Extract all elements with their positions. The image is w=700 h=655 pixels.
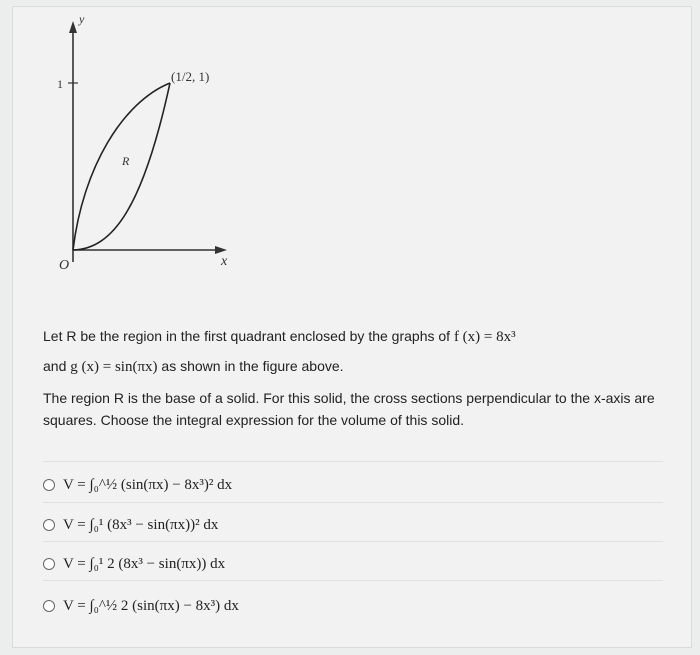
x-axis-arrow <box>215 246 227 254</box>
option-1[interactable] <box>43 473 232 497</box>
option-1-label: V = ∫₀^½ (sin(πx) − 8x³)² dx <box>63 476 233 493</box>
divider <box>43 502 663 503</box>
option-4-label: V = ∫₀^½ 2 (sin(πx) − 8x³) dx <box>63 597 239 614</box>
x-axis-label: x <box>221 254 228 269</box>
radio-icon[interactable] <box>43 479 55 491</box>
line2-and: and <box>43 358 67 374</box>
option-3[interactable] <box>43 552 225 576</box>
point-label <box>171 69 209 84</box>
y-axis-label: y <box>79 12 85 26</box>
option-2-label: V = ∫₀¹ (8x³ − sin(πx))² dx <box>63 516 219 533</box>
divider <box>43 580 663 581</box>
divider <box>43 541 663 542</box>
line1-text: Let R be the region in the first quadrant enclosed by the graphs of <box>43 328 451 344</box>
radio-icon[interactable] <box>43 519 55 531</box>
point-label-text: (1/2, 1) <box>171 69 210 84</box>
radio-icon[interactable] <box>43 558 55 570</box>
y-axis-arrow <box>69 21 77 33</box>
origin-label: O <box>59 258 70 273</box>
radio-icon[interactable] <box>43 600 55 612</box>
question-line-2 <box>43 355 344 378</box>
option-4[interactable] <box>43 594 239 618</box>
question-line-3: The region R is the base of a solid. For this solid, the cross sections perpendicular to the x-axis are squares. Choose the integral expression for the volume of this solid. <box>43 390 655 428</box>
region-graph <box>53 7 283 287</box>
option-2[interactable] <box>43 513 218 537</box>
y-tick-label: 1 <box>57 77 63 91</box>
region-label: R <box>122 154 130 168</box>
divider <box>43 461 663 462</box>
g-expression: g (x) = sin(πx) <box>70 359 158 375</box>
line2-rest: as shown in the figure above. <box>161 358 344 374</box>
question-card <box>12 6 692 648</box>
question-line-1 <box>43 325 516 348</box>
f-expression: f (x) = 8x³ <box>453 329 516 345</box>
option-3-label: V = ∫₀¹ 2 (8x³ − sin(πx)) dx <box>63 555 226 572</box>
